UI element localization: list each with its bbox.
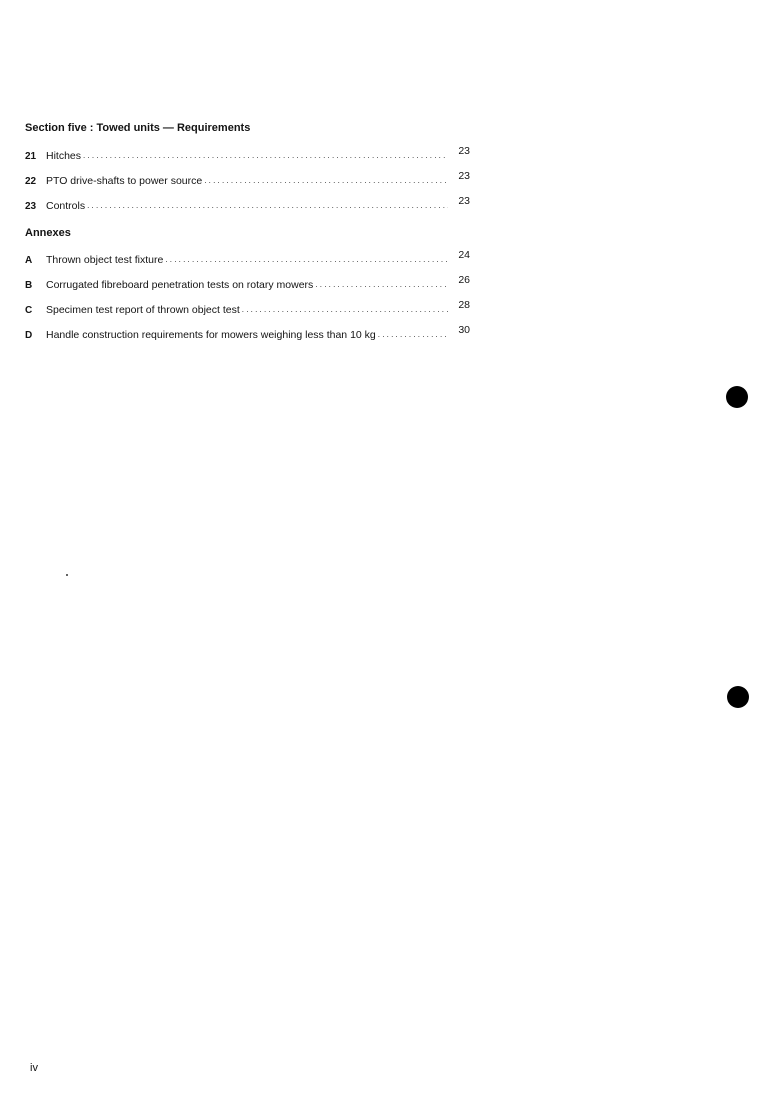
page-reference: 23 [458, 195, 470, 207]
dot-leader [204, 175, 448, 187]
dot-leader [87, 200, 448, 212]
punch-hole-mark [727, 686, 749, 708]
dot-leader [165, 254, 448, 266]
toc-entry-22[interactable] [25, 170, 470, 187]
toc-entry-annex-d[interactable] [25, 324, 470, 341]
punch-hole-mark [726, 386, 748, 408]
annex-title: Thrown object test fixture [46, 254, 164, 266]
clause-title: PTO drive-shafts to power source [46, 175, 203, 187]
annex-letter: B [25, 280, 33, 291]
toc-entry-annex-a[interactable] [25, 249, 470, 266]
table-of-contents [25, 120, 470, 341]
annex-title: Corrugated fibreboard penetration tests on rotary mowers [46, 279, 314, 291]
dot-leader [315, 279, 448, 291]
dot-leader [83, 150, 448, 162]
page-reference: 30 [458, 324, 470, 336]
section-five-heading: Section five : Towed units — Requirements [25, 122, 251, 134]
page-reference: 26 [458, 274, 470, 286]
toc-entry-annex-c[interactable] [25, 299, 470, 316]
dot-leader [242, 304, 448, 316]
clause-title: Hitches [46, 150, 82, 162]
annex-title: Specimen test report of thrown object test [46, 304, 240, 316]
clause-number: 21 [25, 151, 37, 162]
page-reference: 23 [458, 145, 470, 157]
annex-letter: A [25, 255, 33, 266]
dot-leader [378, 329, 448, 341]
clause-number: 22 [25, 176, 37, 187]
toc-entry-21[interactable] [25, 145, 470, 162]
annex-letter: D [25, 330, 33, 341]
clause-number: 23 [25, 201, 37, 212]
page-reference: 28 [458, 299, 470, 311]
page-number: iv [30, 1062, 38, 1074]
toc-entry-23[interactable] [25, 195, 470, 212]
annexes-heading: Annexes [25, 227, 71, 239]
clause-title: Controls [46, 200, 86, 212]
toc-entry-annex-b[interactable] [25, 274, 470, 291]
annex-letter: C [25, 305, 33, 316]
page-reference: 24 [458, 249, 470, 261]
page-reference: 23 [458, 170, 470, 182]
scan-speck [66, 574, 68, 576]
annex-title: Handle construction requirements for mowers weighing less than 10 kg [46, 329, 376, 341]
